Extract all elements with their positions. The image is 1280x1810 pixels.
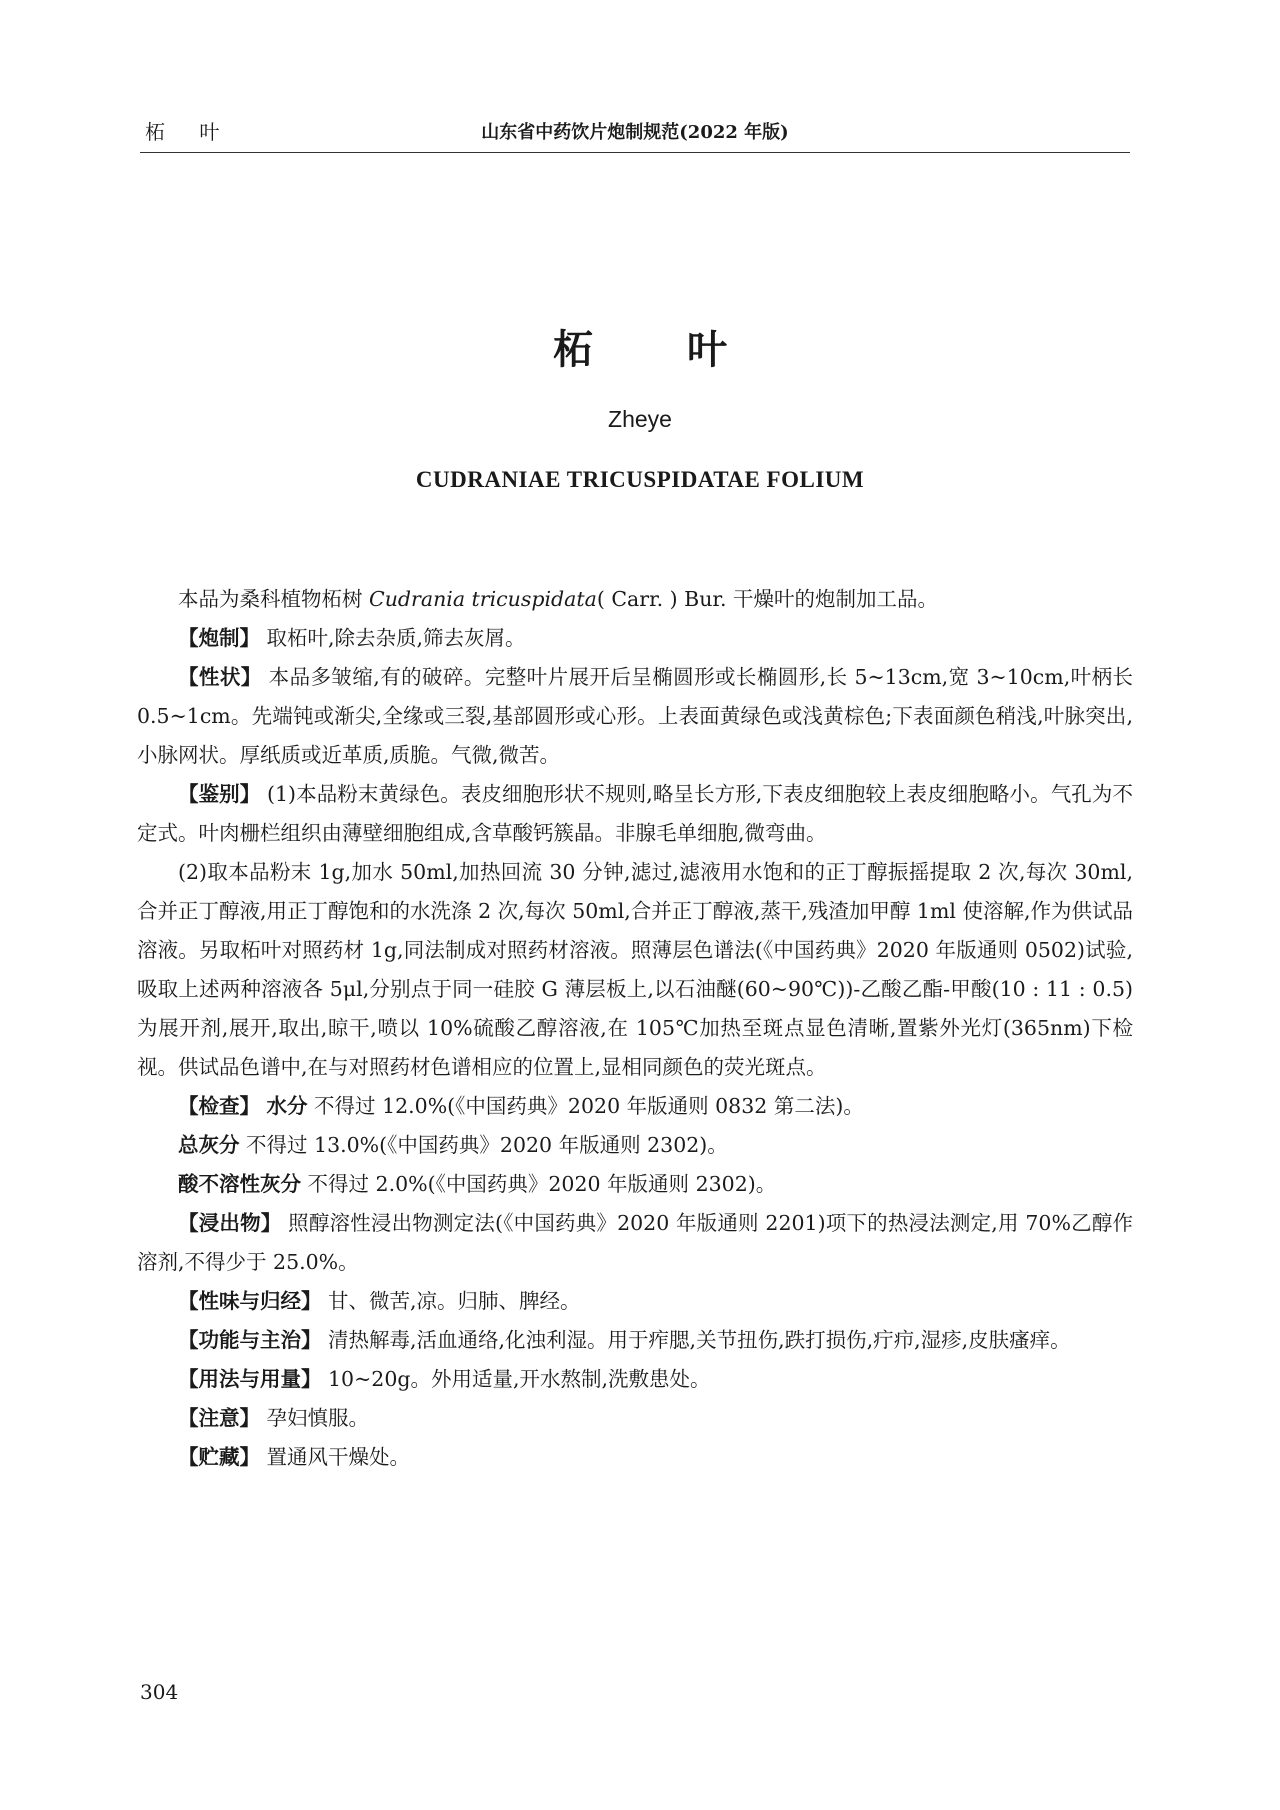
function-paragraph xyxy=(137,1321,1133,1360)
intro-paragraph xyxy=(137,580,1133,619)
intro-text: 本品为桑科植物柘树 xyxy=(178,587,370,611)
intro-text-end: ( Carr. ) Bur. 干燥叶的炮制加工品。 xyxy=(596,587,939,611)
latin-name: CUDRANIAE TRICUSPIDATAE FOLIUM xyxy=(415,467,865,492)
usage-label: 【用法与用量】 xyxy=(178,1367,322,1391)
processing-label: 【炮制】 xyxy=(178,626,260,650)
properties-label: 【性状】 xyxy=(178,665,262,689)
total-ash-paragraph xyxy=(137,1126,1133,1165)
caution-label: 【注意】 xyxy=(178,1406,260,1430)
storage-label: 【贮藏】 xyxy=(178,1445,260,1469)
processing-paragraph xyxy=(137,619,1133,658)
identification-paragraph-2 xyxy=(137,853,1133,1087)
monograph-body xyxy=(137,580,1133,1477)
nature-paragraph xyxy=(137,1282,1133,1321)
species-name: Cudrania tricuspidata xyxy=(369,587,597,611)
acid-ash-label: 酸不溶性灰分 xyxy=(178,1172,301,1196)
acid-ash-text: 不得过 2.0%(《中国药典》2020 年版通则 2302)。 xyxy=(301,1172,777,1196)
function-label: 【功能与主治】 xyxy=(178,1328,322,1352)
caution-text: 孕妇慎服。 xyxy=(260,1406,370,1430)
extract-paragraph xyxy=(137,1204,1133,1282)
function-text: 清热解毒,活血通络,化浊利湿。用于痄腮,关节扭伤,跌打损伤,疔疖,湿疹,皮肤瘙痒。 xyxy=(321,1328,1071,1352)
acid-ash-paragraph xyxy=(137,1165,1133,1204)
identification-label: 【鉴别】 xyxy=(178,782,261,806)
total-ash-text: 不得过 13.0%(《中国药典》2020 年版通则 2302)。 xyxy=(239,1133,728,1157)
running-header xyxy=(140,112,1130,153)
header-section-name: 柘 叶 xyxy=(145,120,234,144)
identification-text-2: (2)取本品粉末 1g,加水 50ml,加热回流 30 分钟,滤过,滤液用水饱和的正丁醇振摇提取 2 次,每次 30ml,合并正丁醇液,用正丁醇饱和的水洗涤 2 次,每次 50ml,合并正丁醇液,蒸干,残渣加甲醇 1ml 使溶解,作为供试品溶液。另取柘叶对照药材 1g,同法制成对照药材溶液。照薄层色谱法(《中国药典》2020 年版通则 0502)试验,吸取上述两种溶液各 5μl,分别点于同一硅胶 G 薄层板上,以石油醚(60~90℃))-乙酸乙酯-甲酸(10 : 11 : 0.5)为展开剂,展开,取出,晾干,喷以 10%硫酸乙醇溶液,在 105℃加热至斑点显色清晰,置紫外光灯(365nm)下检视。供试品色谱中,在与对照药材色谱相应的位置上,显相同颜色的荧光斑点。 xyxy=(137,860,1133,1079)
caution-paragraph xyxy=(137,1399,1133,1438)
nature-text: 甘、微苦,凉。归肺、脾经。 xyxy=(321,1289,581,1313)
identification-text-1: (1)本品粉末黄绿色。表皮细胞形状不规则,略呈长方形,下表皮细胞较上表皮细胞略小。气孔为不定式。叶肉栅栏组织由薄壁细胞组成,含草酸钙簇晶。非腺毛单细胞,微弯曲。 xyxy=(137,782,1133,845)
usage-paragraph xyxy=(137,1360,1133,1399)
inspection-paragraph xyxy=(137,1087,1133,1126)
properties-text: 本品多皱缩,有的破碎。完整叶片展开后呈椭圆形或长椭圆形,长 5~13cm,宽 3~10cm,叶柄长 0.5~1cm。先端钝或渐尖,全缘或三裂,基部圆形或心形。上表面黄绿色或浅黄棕色;下表面颜色稍浅,叶脉突出,小脉网状。厚纸质或近革质,质脆。气微,微苦。 xyxy=(137,665,1133,767)
page-title: 柘 叶 xyxy=(553,326,767,373)
usage-text: 10~20g。外用适量,开水熬制,洗敷患处。 xyxy=(321,1367,711,1391)
storage-text: 置通风干燥处。 xyxy=(260,1445,411,1469)
total-ash-label: 总灰分 xyxy=(178,1133,240,1157)
processing-text: 取柘叶,除去杂质,筛去灰屑。 xyxy=(260,626,526,650)
extract-label: 【浸出物】 xyxy=(178,1211,282,1235)
extract-text: 照醇溶性浸出物测定法(《中国药典》2020 年版通则 2201)项下的热浸法测定,用 70%乙醇作溶剂,不得少于 25.0%。 xyxy=(137,1211,1134,1274)
header-book-title: 山东省中药饮片炮制规范(2022 年版) xyxy=(481,122,789,143)
moisture-label: 水分 xyxy=(266,1094,308,1118)
inspection-label: 【检查】 xyxy=(178,1094,260,1118)
pinyin-name: Zheye xyxy=(608,406,672,432)
identification-paragraph-1 xyxy=(137,775,1133,853)
nature-label: 【性味与归经】 xyxy=(178,1289,322,1313)
storage-paragraph xyxy=(137,1438,1133,1477)
properties-paragraph xyxy=(137,658,1133,775)
page-number: 304 xyxy=(140,1680,179,1704)
moisture-text: 不得过 12.0%(《中国药典》2020 年版通则 0832 第二法)。 xyxy=(307,1094,864,1118)
